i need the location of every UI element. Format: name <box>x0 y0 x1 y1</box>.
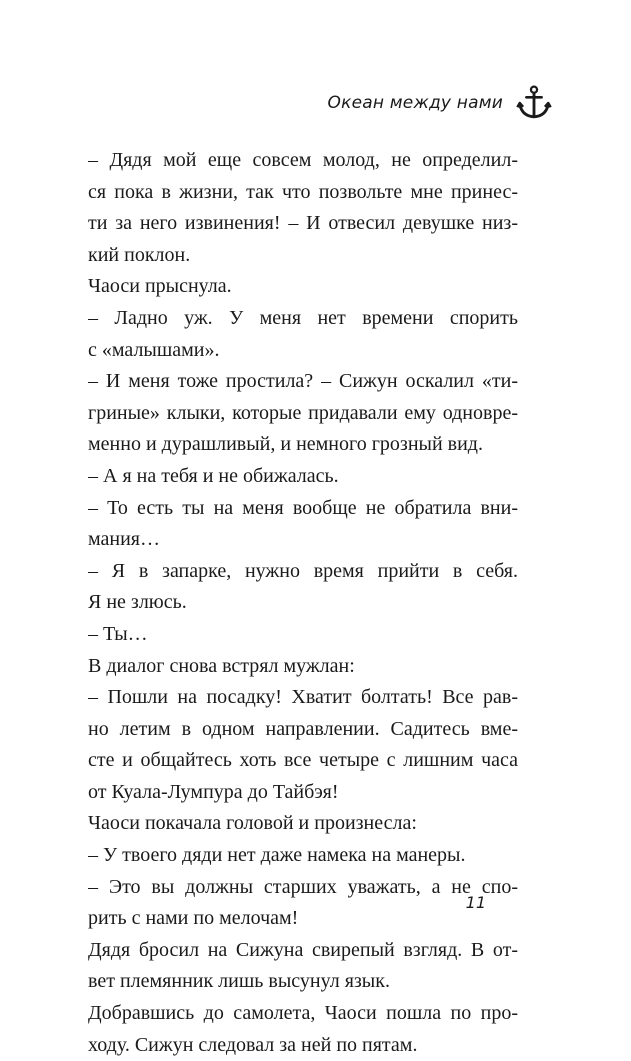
text-line: – Дядя мой еще совсем молод, не определил- <box>88 149 518 171</box>
text-line: – И меня тоже простила? – Сижун оскалил «ти- <box>88 370 518 393</box>
text-line: рить с нами по мелочам! <box>88 907 299 930</box>
body-text <box>88 145 518 1061</box>
text-line: Чаоси прыснула. <box>88 275 232 298</box>
text-line: – Я в запарке, нужно время прийти в себя. <box>88 559 518 582</box>
text-line: но летим в одном направлении. Садитесь вме- <box>88 717 518 740</box>
text-line: Добравшись до самолета, Чаоси пошла по про- <box>88 1002 518 1025</box>
text-line: Дядя бросил на Сижуна свирепый взгляд. В от- <box>88 938 518 961</box>
text-line: Чаоси покачала головой и произнесла: <box>88 812 417 835</box>
text-line: кий поклон. <box>88 243 191 266</box>
text-line: ходу. Сижун следовал за ней по пятам. <box>88 1033 418 1056</box>
text-line: – Это вы должны старших уважать, а не спо- <box>88 875 518 898</box>
text-line: от Куала-Лумпура до Тайбэя! <box>88 780 339 803</box>
text-line: гриные» клыки, которые придавали ему одновре- <box>88 401 518 424</box>
running-head <box>328 84 553 122</box>
page-number: 11 <box>465 893 486 912</box>
text-line: – А я на тебя и не обижалась. <box>88 464 339 487</box>
anchor-icon <box>515 84 553 122</box>
text-line: – То есть ты на меня вообще не обратила вни- <box>88 496 518 519</box>
text-line: ти за него извинения! – И отвесил девушке низ- <box>88 212 518 235</box>
text-line: – Ты… <box>88 622 148 645</box>
text-line: с «малышами». <box>88 338 220 361</box>
text-line: сте и общайтесь хоть все четыре с лишним часа <box>88 749 518 772</box>
text-line: – Пошли на посадку! Хватит болтать! Все рав- <box>88 686 518 709</box>
text-line: мания… <box>88 528 161 551</box>
text-line: ся пока в жизни, так что позвольте мне принес- <box>88 180 518 203</box>
text-line: – Ладно уж. У меня нет времени спорить <box>88 306 518 329</box>
text-line: вет племянник лишь высунул язык. <box>88 970 390 993</box>
text-line: В диалог снова встрял мужлан: <box>88 654 355 677</box>
text-line: менно и дурашливый, и немного грозный вид. <box>88 433 483 456</box>
running-title: Океан между нами <box>327 93 503 113</box>
text-line: Я не злюсь. <box>88 591 187 614</box>
text-line: – У твоего дяди нет даже намека на манеры. <box>88 844 466 867</box>
